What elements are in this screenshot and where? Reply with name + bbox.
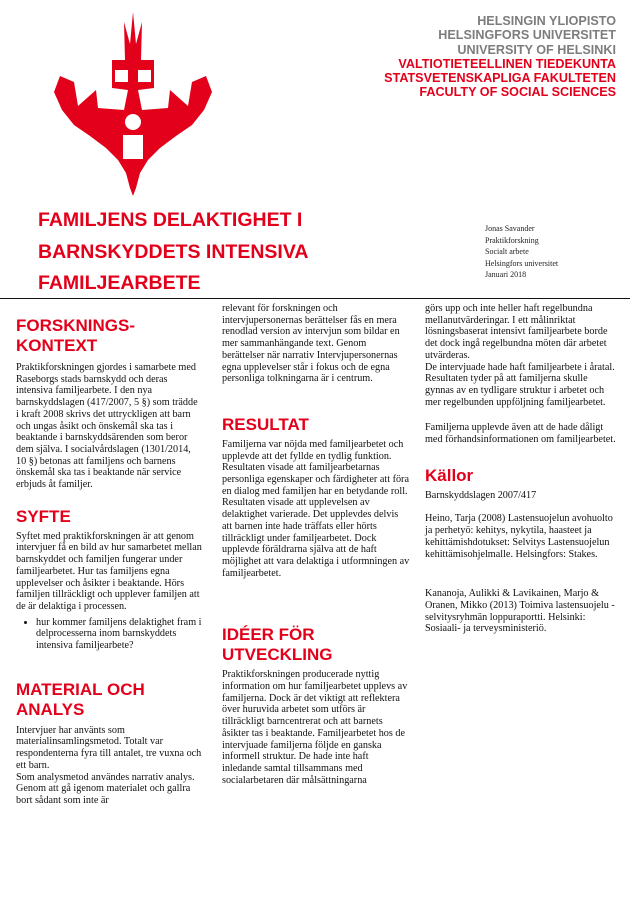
heading-line: FORSKNINGS- [16,316,135,335]
column-left [16,316,202,807]
list-item: • hur kommer familjens delaktighet fram i delprocesserna inom barnskyddets intensiva familjearbete? [36,617,202,652]
helsinki-university-flame-logo [32,10,242,200]
method-paragraph: relevant för forskningen och intervjupersonernas berättelser fås en mera renodlad version av intervjun som bildar en mer sammanhängande text. Genom berättelser när narrativ Intervjupersonernas egna upplevelser står i fokus och de egna personliga tolkningarna är i centrum. [222,303,400,385]
heading-line: MATERIAL OCH [16,679,145,699]
poster-title [38,205,398,300]
date-text: Januari 2018 [485,270,527,279]
faculty-name-sv: STATSVETENSKAPLIGA FAKULTETEN [384,71,616,86]
header-divider [0,298,630,299]
heading-material-och-analys [16,680,202,720]
kontext-paragraph: Praktikforskningen gjordes i samarbete med Raseborgs stads barnskydd och deras intensiva familjearbete. I den nya barnskyddslagen (417/2007, 5 §) som trädde i kraft 2008 skrivs det uttryckligen att barn och ungas åsikt och önskemål ska tas i beaktande i barnskyddsärenden som beror dem själva. I socialvårdslagen (1301/2014, 10 §) betonas att familjens och barnens önskemål ska tas i beaktande när service erbjuds åt familjer. [16,362,198,491]
faculty-name-fi: VALTIOTIETEELLINEN TIEDEKUNTA [398,56,616,71]
heading-kallor: Källor [425,465,474,485]
institution-name: Helsingfors universitet [485,258,559,268]
course-name: Praktikforskning [485,235,539,245]
column-right [425,303,617,635]
university-header [384,14,616,100]
heading-forskningskontext [16,316,202,356]
author-name: Jonas Savander [485,224,535,233]
utveckling-paragraph-3: Familjerna upplevde även att de hade dåligt med förhandsinformationen om familjearbetet. [425,422,616,446]
heading-line: ANALYS [16,699,85,719]
column-middle [222,303,410,786]
reference-item: Kananoja, Aulikki & Lavikainen, Marjo & Oranen, Mikko (2013) Toimiva lastensuojelu - selvitysryhmän loppuraportti. Helsinki: Sosiaali- ja terveysministeriö. [425,588,615,635]
reference-item: Barnskyddslagen 2007/417 [425,489,537,501]
heading-line: IDÉER FÖR [222,625,315,645]
heading-ideer-for-utveckling [222,625,410,665]
material-paragraph: Intervjuer har använts som materialinsamlingsmetod. Totalt var respondenterna fyra till antalet, tre vuxna och ett barn. [16,724,202,771]
heading-line: KONTEXT [16,336,98,355]
utveckling-paragraph-1: görs upp och inte heller haft regelbundna mellanutvärderingar. I ett målinriktat lösningsbaserat intensivt familjearbete borde det dock ingå regelbundna möten där arbetet utvärderas. [425,303,608,361]
resultat-paragraph-1: Familjerna var nöjda med familjearbetet och upplevde att det fyllde en tydlig funktion. Resultaten visade att familjearbetarnas personliga egenskaper och färdigheter att föra en dialog med familjen har en betydande roll. [222,438,409,497]
analys-paragraph: Som analysmetod användes narrativ analys. Genom att gå igenom materialet och gallra bort sådant som inte är [16,771,195,806]
utveckling-paragraph-2: De intervjuade hade haft familjearbete i åratal. Resultaten tyder på att familjerna skulle gynnas av en tydligare struktur i arbetet och mer regelbunden uppföljning familjearbetet. [425,361,615,408]
heading-syfte: SYFTE [16,506,71,526]
title-line-3: FAMILJEARBETE [38,272,201,294]
syfte-paragraph: Syftet med praktikforskningen är att genom intervjuer få en bild av hur samarbetet mellan barnskyddet och familjen fungerar under familjearbetet. Hur tas familjens egna upplevelser och åsikter i beaktande. Hörs familjen tillräckligt och upplever familjen att de är delaktiga i processen. [16,530,202,612]
title-line-1: FAMILJENS DELAKTIGHET I [38,209,303,231]
title-line-2: BARNSKYDDETS INTENSIVA [38,240,309,263]
university-name-sv: HELSINGFORS UNIVERSITET [438,28,616,43]
faculty-name-en: FACULTY OF SOCIAL SCIENCES [419,85,616,100]
subject-name: Socialt arbete [485,247,529,256]
heading-resultat: RESULTAT [222,414,309,434]
syfte-list [16,617,202,652]
heading-line: UTVECKLING [222,645,333,665]
resultat-paragraph-2: Resultaten visade att upplevelsen av delaktighet varierade. Det upplevdes delvis att barnen inte hade träffats eller hörts tillräckligt under familjearbetet. Dock upplevde föräldrarna själva att de haft möjlighet att vara delaktiga i utformningen av familjearbetet. [222,497,410,579]
university-name-en: UNIVERSITY OF HELSINKI [457,42,616,57]
ideer-paragraph: Praktikforskningen producerade nyttig information om hur familjearbetet upplevs av familjerna. Dock är det viktigt att reflektera över huruvida arbetet som utförs är tillräckligt barncentrerat och att barnets åsikter tas i beaktande. Familjearbetet hos de intervjuade familjerna följde en ganska informell struktur. De hade inte haft inledande samtal tillsammans med socialarbetaren där målsättningarna [222,669,408,786]
university-name-fi: HELSINGIN YLIOPISTO [477,14,616,28]
reference-item: Heino, Tarja (2008) Lastensuojelun avohuolto ja perhetyö: kehitys, nykytila, haasteet ja kehittämishdotukset: Selvitys Lastensuojelun kehittämisohjelmalle. Helsingfors: Stakes. [425,513,613,560]
author-info [485,223,558,281]
